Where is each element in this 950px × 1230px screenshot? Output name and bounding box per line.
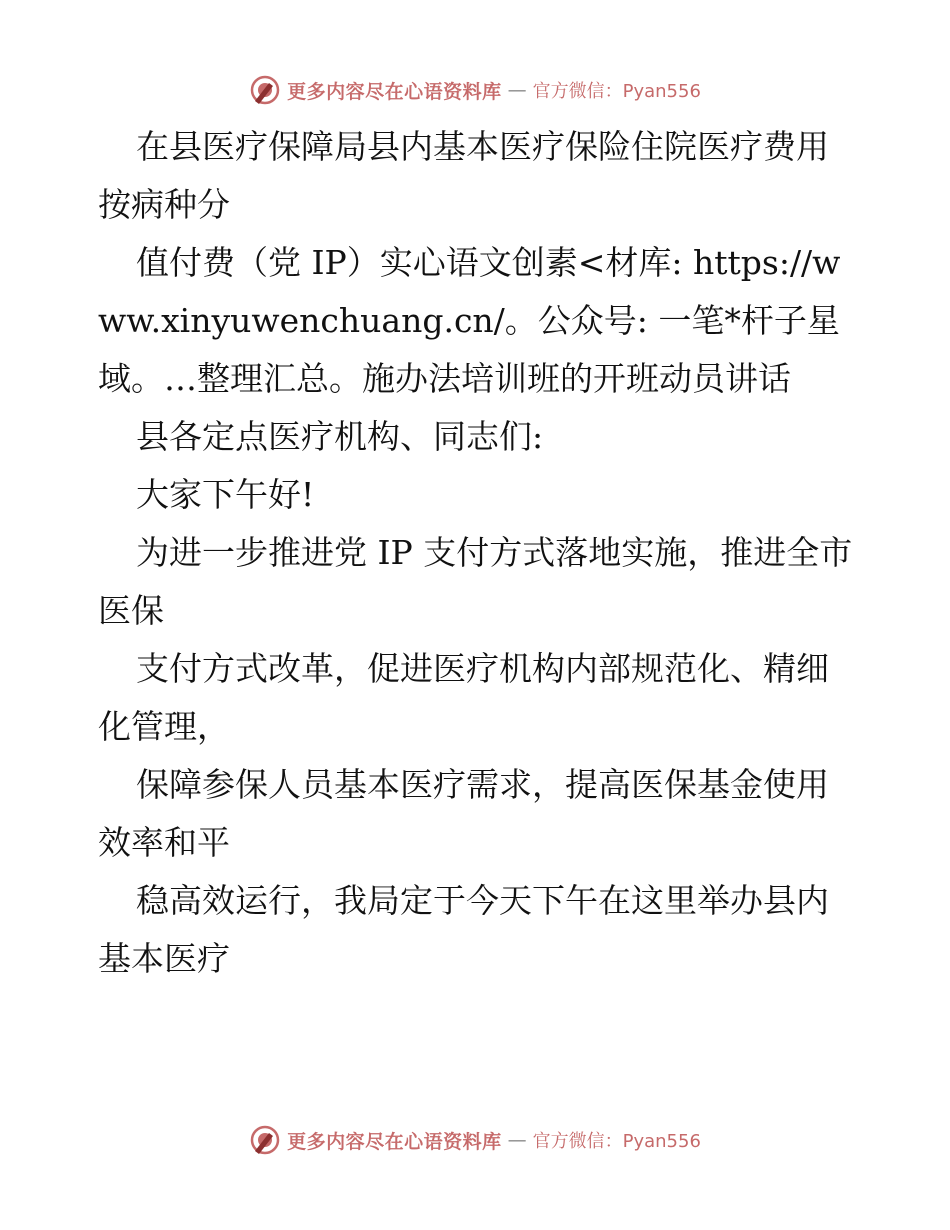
paragraph-1: 在县医疗保障局县内基本医疗保险住院医疗费用按病种分 (98, 127, 829, 224)
watermark-wechat: 官方微信：Pyan556 (532, 1131, 701, 1152)
watermark-wechat: 官方微信：Pyan556 (532, 81, 701, 102)
watermark-brand: 更多内容尽在心语资料库 (287, 80, 502, 103)
paragraph-5: 为进一步推进党 IP 支付方式落地实施，推进全市医保 (98, 533, 853, 630)
footer-watermark (0, 1120, 950, 1160)
watermark-separator: — (507, 79, 527, 101)
pen-circle-logo-icon (249, 1124, 281, 1156)
paragraph-2: 值付费（党 IP）实心语文创素<材库: https://www.xinyuwenchuang.cn/。公众号: 一笔*杆子星域。…整理汇总。施办法培训班的开班动员讲话 (98, 243, 841, 398)
paragraph-4: 大家下午好! (136, 475, 315, 514)
paragraph-8: 稳高效运行，我局定于今天下午在这里举办县内基本医疗 (98, 881, 829, 978)
header-watermark (0, 70, 950, 110)
watermark-brand: 更多内容尽在心语资料库 (287, 1130, 502, 1153)
paragraph-7: 保障参保人员基本医疗需求，提高医保基金使用效率和平 (98, 765, 829, 862)
pen-circle-logo-icon (249, 74, 281, 106)
document-body (98, 118, 858, 988)
paragraph-6: 支付方式改革，促进医疗机构内部规范化、精细化管理， (98, 649, 829, 746)
watermark-separator: — (507, 1129, 527, 1151)
paragraph-3: 县各定点医疗机构、同志们: (136, 417, 544, 456)
